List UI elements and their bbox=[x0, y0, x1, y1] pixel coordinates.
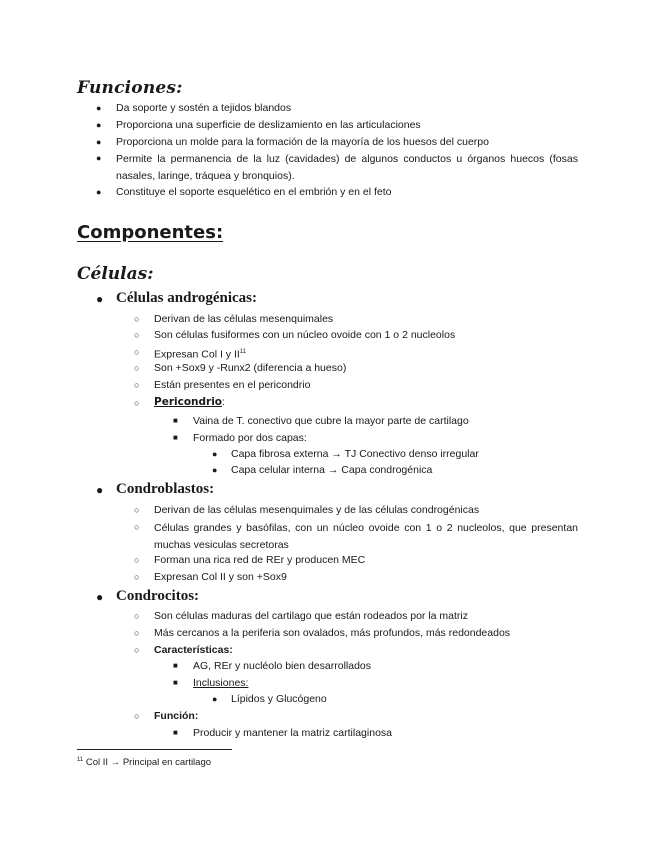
condroblastos-item: Expresan Col II y son +Sox9 bbox=[154, 571, 287, 583]
caracteristicas-item: AG, REr y nucléolo bien desarrollados bbox=[193, 660, 372, 672]
condroblastos-item: Forman una rica red de REr y producen MEC bbox=[154, 554, 366, 566]
condrocitos-item: Son células maduras del cartilago que están rodeados por la matriz bbox=[154, 610, 469, 622]
circle-bullet-icon: ○ bbox=[134, 314, 140, 324]
androgenicas-item: Derivan de las células mesenquimales bbox=[154, 313, 334, 325]
circle-bullet-icon: ○ bbox=[134, 628, 140, 638]
square-bullet-icon: ■ bbox=[173, 433, 178, 442]
bullet-icon: ● bbox=[96, 483, 104, 497]
caracteristicas-label: Características: bbox=[154, 644, 233, 656]
capa-item: Capa celular interna → Capa condrogénica bbox=[231, 464, 433, 476]
funciones-item: Da soporte y sostén a tejidos blandos bbox=[116, 102, 292, 114]
funciones-item: Proporciona una superficie de deslizamiento en las articulaciones bbox=[116, 119, 421, 131]
circle-bullet-icon: ○ bbox=[134, 398, 140, 408]
bullet-icon: ● bbox=[96, 187, 102, 197]
bullet-icon: ● bbox=[96, 137, 102, 147]
circle-bullet-icon: ○ bbox=[134, 330, 140, 340]
funcion-item: Producir y mantener la matriz cartilaginosa bbox=[193, 727, 392, 739]
circle-bullet-icon: ○ bbox=[134, 380, 140, 390]
pericondrio-item: Vaina de T. conectivo que cubre la mayor parte de cartilago bbox=[193, 415, 469, 427]
inclusiones-label: Inclusiones: bbox=[193, 677, 249, 689]
footnote-number: 11 bbox=[77, 757, 84, 763]
funciones-item: Proporciona un molde para la formación de la mayoría de los huesos del cuerpo bbox=[116, 136, 489, 148]
heading-celulas: Células: bbox=[77, 264, 154, 284]
bullet-icon: ● bbox=[96, 120, 102, 130]
circle-bullet-icon: ○ bbox=[134, 645, 140, 655]
pericondrio-label: Pericondrio: bbox=[154, 396, 225, 408]
subheading-androgenicas: Células androgénicas: bbox=[116, 290, 257, 306]
inclusiones-item: Lípidos y Glucógeno bbox=[231, 693, 327, 705]
square-bullet-icon: ■ bbox=[173, 678, 178, 687]
subheading-condrocitos: Condrocitos: bbox=[116, 588, 200, 604]
androgenicas-item: Son +Sox9 y -Runx2 (diferencia a hueso) bbox=[154, 362, 347, 374]
circle-bullet-icon: ○ bbox=[134, 347, 140, 357]
androgenicas-item: Son células fusiformes con un núcleo ovoide con 1 o 2 nucleolos bbox=[154, 329, 456, 341]
square-bullet-icon: ■ bbox=[173, 728, 178, 737]
funciones-item: Permite la permanencia de la luz (cavidades) de algunos conductos u órganos huecos (fosas nasales, laringe, tráquea y bronquios). bbox=[116, 153, 578, 182]
circle-bullet-icon: ○ bbox=[134, 572, 140, 582]
circle-bullet-icon: ○ bbox=[134, 555, 140, 565]
square-bullet-icon: ■ bbox=[173, 416, 178, 425]
capa-item: Capa fibrosa externa → TJ Conectivo denso irregular bbox=[231, 448, 479, 460]
bullet-icon: ● bbox=[212, 449, 218, 459]
condroblastos-item: Derivan de las células mesenquimales y de las células condrogénicas bbox=[154, 504, 480, 516]
pericondrio-item: Formado por dos capas: bbox=[193, 432, 307, 444]
subheading-condroblastos: Condroblastos: bbox=[116, 481, 215, 497]
condrocitos-item: Más cercanos a la periferia son ovalados, más profundos, más redondeados bbox=[154, 627, 511, 639]
bullet-icon: ● bbox=[96, 153, 102, 163]
bullet-icon: ● bbox=[96, 103, 102, 113]
circle-bullet-icon: ○ bbox=[134, 363, 140, 373]
bullet-icon: ● bbox=[212, 465, 218, 475]
footnote-divider bbox=[77, 749, 232, 750]
bullet-icon: ● bbox=[212, 694, 218, 704]
circle-bullet-icon: ○ bbox=[134, 611, 140, 621]
heading-funciones: Funciones: bbox=[77, 78, 183, 98]
funciones-item: Constituye el soporte esquelético en el embrión y en el feto bbox=[116, 186, 392, 198]
circle-bullet-icon: ○ bbox=[134, 505, 140, 515]
circle-bullet-icon: ○ bbox=[134, 522, 140, 532]
circle-bullet-icon: ○ bbox=[134, 711, 140, 721]
bullet-icon: ● bbox=[96, 590, 104, 604]
heading-componentes: Componentes: bbox=[77, 222, 224, 243]
androgenicas-item-expresan: Expresan Col I y II$^{11}$ bbox=[154, 348, 247, 361]
footnote-ref: 11 bbox=[239, 349, 247, 355]
square-bullet-icon: ■ bbox=[173, 661, 178, 670]
footnote bbox=[77, 757, 211, 768]
footnote-text: Col II → Principal en cartilago bbox=[85, 757, 212, 769]
bullet-icon: ● bbox=[96, 292, 104, 306]
condroblastos-item: Células grandes y basófilas, con un núcleo ovoide con 1 o 2 nucleolos, que presentan muchas vesiculas secretoras bbox=[154, 522, 578, 551]
funcion-label: Función: bbox=[154, 710, 199, 722]
androgenicas-item: Están presentes en el pericondrio bbox=[154, 379, 311, 391]
